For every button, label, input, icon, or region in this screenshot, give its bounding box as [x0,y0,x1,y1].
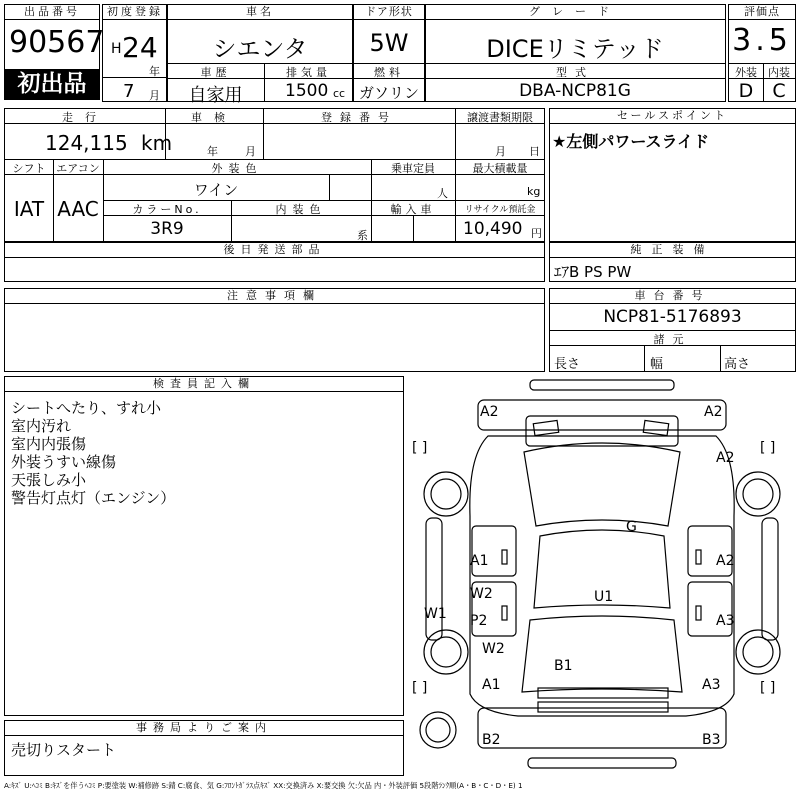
ext-color-label: 外装色 [211,162,263,175]
color-no-label: カラーNo. [132,203,202,216]
month-unit: 月 [149,89,160,102]
mark-left-rear-lower: W2 [482,641,505,657]
mark-left-rear-upper: W2 [470,586,493,602]
ac-label: エアコン [56,162,100,175]
door-label: ドア形状 [353,5,425,20]
transfer-month-unit: 月 [495,145,506,158]
car-outline-diagram [408,376,796,776]
ext-color: ワイン [193,181,239,199]
inspector-line-5: 天張しみ小 [11,471,87,489]
fuel: ガソリン [358,84,419,102]
cc-unit: cc [333,87,346,100]
door-type: 5W [369,29,409,57]
chassis-number: NCP81-5176893 [603,307,742,327]
transfer-day-unit: 日 [529,145,540,158]
reg-no-label: 登録番号 [321,111,397,124]
selling-points-label: セールスポイント [550,109,795,124]
inspector-label: 検査員記入欄 [5,377,403,392]
shift: IAT [13,197,45,221]
bracket-4: [ ] [760,680,776,696]
score-box [728,4,796,102]
mark-left-front-door: A1 [470,553,489,569]
insp-month-unit: 月 [245,145,256,158]
mark-left-rear-door: P2 [470,613,488,629]
later-parts-box [4,242,545,282]
equipment-text: ｴｱB PS PW [554,263,632,281]
height-label: 高さ [724,357,751,372]
ext-grade: D [738,80,754,102]
selling-points-box [549,108,796,242]
office-label: 事務局よりご案内 [5,721,403,736]
inspector-line-3: 室内内張傷 [11,435,87,453]
vehicle-info-section [4,108,545,242]
mark-right-front-door: A2 [716,553,735,569]
car-name-label: 車名 [167,5,353,20]
insp-year-unit: 年 [207,145,218,158]
first-reg-year: 24 [122,31,158,64]
lot-label: 出品番号 [5,5,99,20]
load-unit: kg [527,185,541,198]
legend-text: A:ｷｽﾞ U:ﾍｺﾐ B:ｷｽﾞを伴うﾍｺﾐ P:要塗装 W:補修跡 S:錆 C:腐食、気 G:ﾌﾛﾝﾄｶﾞﾗｽ点ｷｽﾞ XX:交換済み X:要交換 欠:欠品 内・外装評価 5段階ﾗﾝｸ順(A・B・C・D・E) 1 [4,781,523,790]
grade: DICEリミテッド [486,35,664,63]
recycle-label: リサイクル預託金 [464,205,536,215]
inspector-line-6: 警告灯点灯（エンジン） [11,489,176,507]
length-label: 長さ [554,357,581,372]
shift-label: シフト [12,162,46,175]
history-label: 車歴 [200,66,231,79]
bracket-2: [ ] [760,440,776,456]
import-label: 輸入車 [390,203,436,216]
office-text: 売切りスタート [11,741,117,759]
notes-label: 注意事項欄 [5,289,544,304]
mileage: 124,115 [45,131,128,155]
later-parts-label: 後日発送部品 [5,243,544,258]
chassis-box [549,288,796,372]
door-box [352,4,426,102]
score-label: 評価点 [729,5,795,20]
ac-type: AAC [57,197,99,221]
selling-points-text: ★左側パワースライド [552,132,710,151]
bracket-1: [ ] [412,440,428,456]
equipment-label: 純正装備 [550,243,795,258]
capacity-label: 乗車定員 [391,162,435,175]
notes-box [4,288,545,372]
recycle-amount: 10,490 [463,219,523,239]
displacement-label: 排気量 [286,66,331,79]
damage-diagram [408,376,796,776]
int-color-label: 内装色 [275,203,327,216]
first-reg-label: 初度登録 [103,5,167,20]
mark-rear-right: B3 [702,732,721,748]
first-reg-box [102,4,168,102]
grade-label: グレード [425,5,725,20]
mark-front-right-fender: A2 [716,450,735,466]
grade-box [424,4,726,102]
bracket-3: [ ] [412,680,428,696]
transfer-label: 譲渡書類期限 [467,111,533,124]
int-grade: C [772,80,786,102]
inspector-line-2: 室内汚れ [11,417,72,435]
score: 3.5 [732,23,792,58]
recycle-unit: 円 [531,227,542,240]
mark-right-rear-corner: A3 [702,677,721,693]
year-unit: 年 [149,65,160,78]
int-grade-label: 内装 [768,66,790,79]
inspection-label: 車検 [191,111,237,124]
car-name: シエンタ [212,35,308,63]
era: H [111,41,122,57]
inspector-line-1: シートへたり、すれ小 [11,399,162,417]
km-unit: km [141,131,173,155]
width-label: 幅 [650,357,664,372]
displacement: 1500 [285,81,329,101]
ext-grade-label: 外装 [735,66,757,79]
office-box [4,720,404,776]
mark-rear-center: B1 [554,658,573,674]
mark-center: U1 [594,589,614,605]
car-history: 自家用 [188,85,243,106]
mark-front-left-corner: A2 [480,404,499,420]
mark-rear-left: B2 [482,732,501,748]
model-label: 型式 [556,66,594,79]
dims-label: 諸元 [653,333,692,346]
first-reg-month: 7 [123,81,135,102]
mark-front-right-corner: A2 [704,404,723,420]
lot-box [4,4,105,100]
mark-right-rear-door: A3 [716,613,735,629]
lot-number: 90567 [9,25,105,60]
car-name-box [166,4,354,106]
header-section [4,4,796,106]
mark-left-rear-corner: A1 [482,677,501,693]
mark-roof: G [626,519,637,535]
equipment-box [549,242,796,282]
mark-left-rocker: W1 [424,606,447,622]
capacity-unit: 人 [437,187,448,200]
int-color-unit: 系 [357,229,368,242]
inspector-box [4,376,404,716]
mileage-label: 走行 [62,111,108,124]
chassis-label: 車台番号 [550,289,795,304]
fuel-label: 燃料 [374,66,404,79]
first-listing-badge: 初出品 [5,69,99,99]
load-label: 最大積載量 [472,162,528,175]
inspector-line-4: 外装うすい線傷 [11,453,117,471]
color-no: 3R9 [150,219,184,239]
model-code: DBA-NCP81G [519,81,631,101]
